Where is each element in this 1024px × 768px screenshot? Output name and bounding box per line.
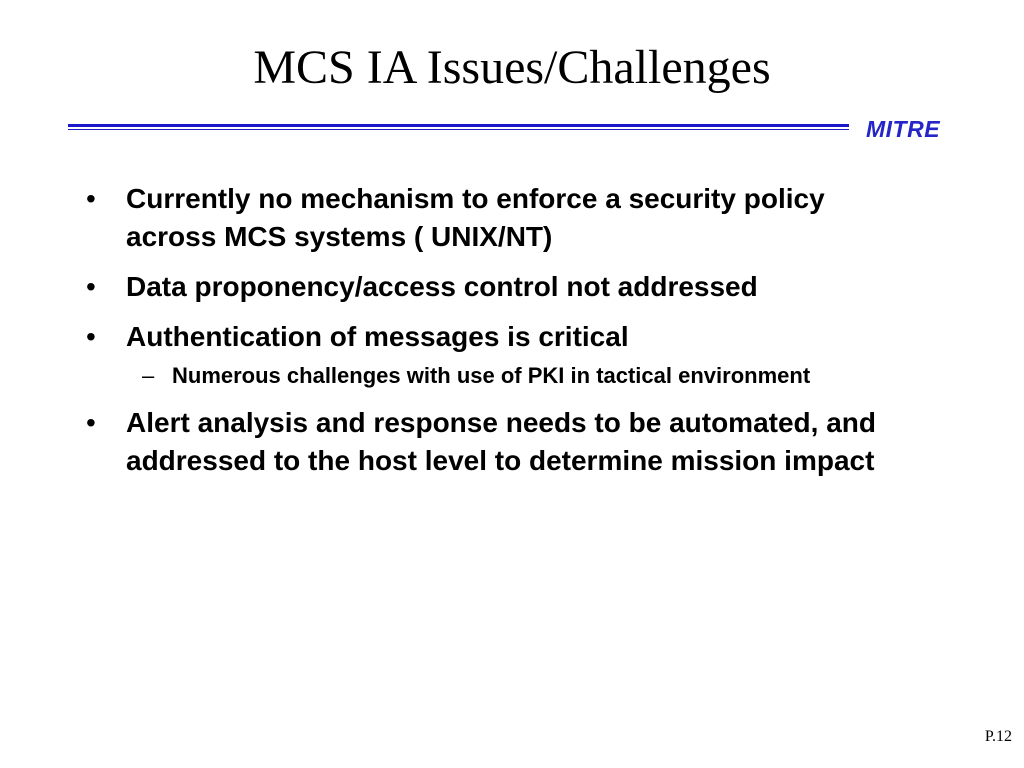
bullet-text: Alert analysis and response needs to be automated, and addressed to the host level to determine mission impact bbox=[126, 407, 876, 476]
bullet-text: Data proponency/access control not addressed bbox=[126, 271, 758, 302]
mitre-logo: MITRE bbox=[866, 116, 941, 142]
divider-thin-line bbox=[68, 129, 849, 130]
bullet-item bbox=[86, 318, 916, 392]
bullet-marker: • bbox=[86, 407, 96, 438]
slide-title: MCS IA Issues/Challenges bbox=[253, 41, 771, 94]
bullet-marker: • bbox=[86, 183, 96, 214]
title-divider bbox=[68, 124, 849, 130]
sub-bullet-marker: – bbox=[142, 363, 155, 388]
bullet-text: Authentication of messages is critical bbox=[126, 321, 629, 352]
bullet-item bbox=[86, 268, 916, 306]
bullet-item bbox=[86, 404, 916, 480]
divider-thick-line bbox=[68, 124, 849, 127]
bullet-marker: • bbox=[86, 271, 96, 302]
sub-bullet-item bbox=[126, 360, 916, 392]
bullet-list bbox=[86, 180, 916, 492]
sub-bullet-text: Numerous challenges with use of PKI in tactical environment bbox=[172, 363, 811, 388]
page-number: P.12 bbox=[984, 728, 1012, 745]
bullet-marker: • bbox=[86, 321, 96, 352]
sub-bullet-list bbox=[126, 360, 916, 392]
bullet-item bbox=[86, 180, 916, 256]
bullet-text: Currently no mechanism to enforce a security policy across MCS systems ( UNIX/NT) bbox=[126, 183, 825, 252]
